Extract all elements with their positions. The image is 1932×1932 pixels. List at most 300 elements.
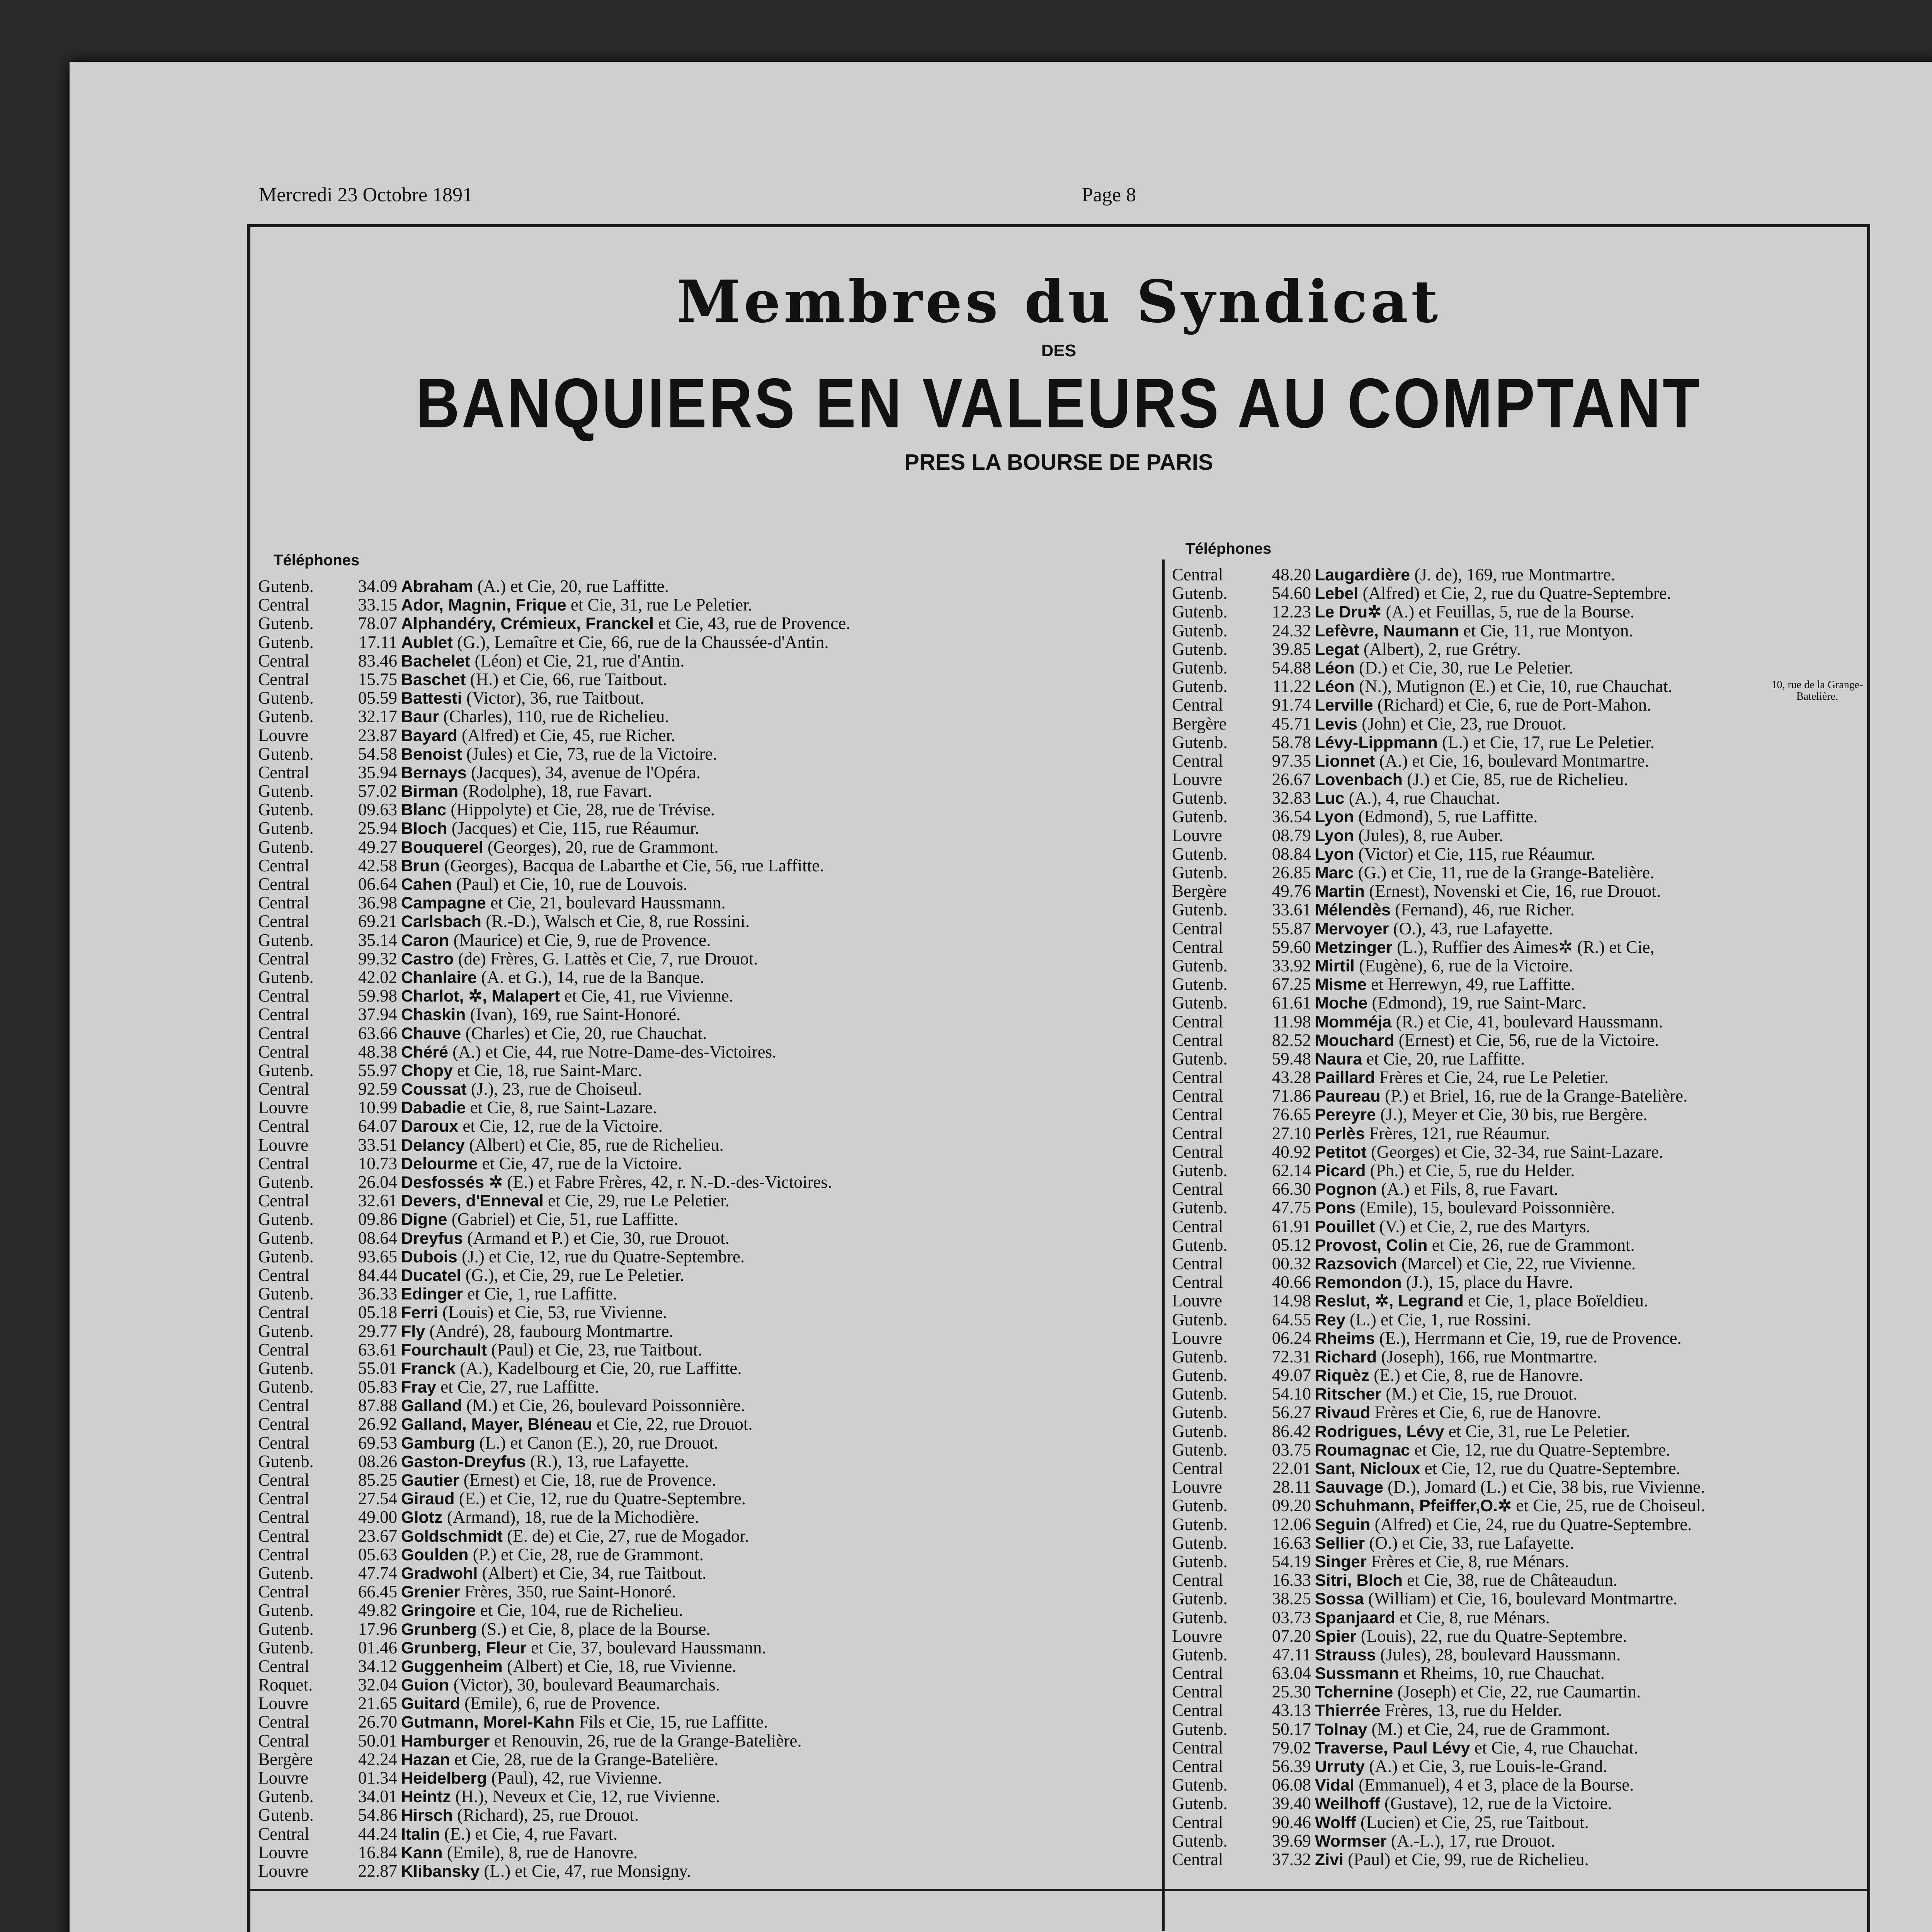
member-row [258,875,850,893]
member-row [1172,1198,1705,1217]
phone-digits: 54.58 [358,744,397,763]
member-entry [401,1601,683,1619]
phone-digits: 26.85 [1272,863,1311,882]
phone-exchange: Gutenb. [1172,1589,1228,1608]
member-entry [401,986,733,1005]
phone-digits: 56.27 [1272,1403,1311,1422]
member-entry [401,1787,720,1806]
member-name: Gamburg [401,1434,475,1452]
phone-digits: 05.63 [358,1545,397,1564]
member-row [258,800,850,819]
member-name: Delourme [401,1154,478,1173]
phone-digits: 55.87 [1272,919,1311,938]
member-name: Schuhmann, Pfeiffer,O.✲ [1315,1497,1512,1515]
member-address: (Louis) et Cie, 53, rue Vivienne. [442,1303,667,1322]
phone-exchange: Louvre [258,1769,308,1787]
phone-number [258,707,401,726]
phone-number [1172,1664,1315,1682]
phone-number [258,614,401,633]
member-address: (Joseph) et Cie, 22, rue Caumartin. [1397,1682,1641,1701]
member-entry [401,1210,678,1228]
phone-number [1172,1757,1315,1776]
member-entry [401,1396,745,1415]
phone-number [1172,919,1315,938]
member-name: Mélendès [1315,901,1391,919]
phone-digits: 42.02 [358,968,397,987]
phone-exchange: Louvre [1172,1626,1222,1645]
member-name: Levis [1315,714,1357,733]
member-entry [401,1415,753,1433]
phone-exchange: Gutenb. [1172,1552,1228,1571]
member-entry [401,1359,742,1378]
member-entry [1315,1049,1525,1068]
member-entry [401,1564,706,1582]
member-address: (Jules), 8, rue Auber. [1358,826,1503,845]
phone-exchange: Gutenb. [1172,602,1228,621]
member-address: (J.) et Cie, 85, rue de Richelieu. [1407,770,1628,789]
member-address: (Jacques), 34, avenue de l'Opéra. [471,763,701,782]
phone-digits: 09.86 [358,1210,397,1229]
member-name: Gutmann, Morel-Kahn [401,1713,575,1731]
phone-digits: 22.01 [1272,1459,1311,1478]
phone-exchange: Central [1172,1682,1223,1701]
member-name: Petitot [1315,1143,1367,1161]
member-address: (Armand et P.) et Cie, 30, rue Drouot. [467,1228,730,1247]
phone-exchange: Gutenb. [1172,844,1228,863]
phone-digits: 00.32 [1272,1254,1311,1273]
phone-exchange: Gutenb. [1172,1384,1228,1403]
member-address: (A.), Kadelbourg et Cie, 20, rue Laffitte. [460,1359,742,1378]
member-address: et Cie, 38, rue de Châteaudun. [1407,1571,1618,1590]
phone-digits: 16.84 [358,1843,397,1862]
phone-digits: 35.94 [358,763,397,782]
phone-exchange: Gutenb. [1172,1235,1228,1254]
member-entry [401,1657,736,1675]
member-address: (Charles), 110, rue de Richelieu. [443,707,669,726]
phone-digits: 92.59 [358,1080,397,1099]
phone-digits: 72.31 [1272,1347,1311,1366]
phone-exchange: Gutenb. [1172,1198,1228,1217]
phone-exchange: Gutenb. [1172,993,1228,1012]
phone-number [1172,1403,1315,1422]
member-name: Momméja [1315,1012,1392,1031]
phone-number [258,931,401,949]
phone-exchange: Central [1172,565,1223,584]
phone-digits: 33.92 [1272,956,1311,975]
member-address: (G.), Lemaître et Cie, 66, rue de la Chaussée-d'Antin. [457,633,829,651]
phone-exchange: Central [258,1024,310,1043]
member-address: (Edmond), 5, rue Laffitte. [1358,807,1538,826]
member-row [258,1173,850,1191]
phone-exchange: Central [1172,1254,1223,1273]
phone-exchange: Gutenb. [1172,639,1228,658]
member-address: et Cie, 8, rue Saint-Lazare. [470,1098,657,1117]
member-name: Edinger [401,1285,463,1303]
phone-digits: 03.73 [1272,1608,1311,1627]
member-name: Lyon [1315,826,1354,845]
phone-number [258,633,401,651]
member-name: Strauss [1315,1645,1376,1664]
member-address: (R.), 13, rue Lafayette. [530,1452,689,1471]
phone-exchange: Central [1172,919,1223,938]
phone-digits: 97.35 [1272,751,1311,770]
member-address: (Ivan), 169, rue Saint-Honoré. [470,1005,681,1024]
member-row [1172,826,1705,845]
member-name: Heidelberg [401,1769,487,1787]
member-entry [401,819,699,837]
phone-number [1172,696,1315,714]
phone-number [258,726,401,745]
member-row [258,1434,850,1452]
member-name: Mouchard [1315,1031,1395,1049]
member-address: (O.), 43, rue Lafayette. [1393,919,1553,938]
member-address: (de) Frères, G. Lattès et Cie, 7, rue Drouot. [458,949,758,968]
member-address: (G.) et Cie, 11, rue de la Grange-Batelière. [1358,863,1655,882]
phone-number [258,893,401,912]
phone-number [258,838,401,856]
phone-exchange: Gutenb. [258,614,314,633]
phone-exchange: Gutenb. [258,707,314,726]
member-row [258,1527,850,1545]
advertisement-frame [247,224,1870,1932]
phone-digits: 23.67 [358,1526,397,1545]
member-name: Galland, Mayer, Bléneau [401,1415,592,1434]
member-address: et Herrewyn, 49, rue Laffitte. [1371,975,1575,994]
phone-digits: 39.85 [1272,639,1311,658]
member-entry [401,1266,684,1284]
phone-number [1172,1236,1315,1254]
phone-number [1172,1273,1315,1291]
phone-exchange: Gutenb. [1172,1403,1228,1422]
member-entry [1315,975,1575,993]
member-name: Daroux [401,1117,459,1136]
member-name: Battesti [401,689,462,707]
phone-number [1172,1031,1315,1049]
phone-exchange: Bergère [1172,882,1227,901]
member-row [258,1657,850,1675]
member-address: (Paul) et Cie, 99, rue de Richelieu. [1348,1850,1589,1869]
member-address: (Victor), 30, boulevard Beaumarchais. [453,1675,720,1694]
member-entry [1315,1832,1555,1850]
member-entry [1315,1198,1615,1217]
member-address: Frères et Cie, 8, rue Ménars. [1371,1552,1569,1571]
member-row [258,1136,850,1154]
member-row [1172,1180,1705,1198]
phone-number [258,1191,401,1210]
phone-exchange: Gutenb. [1172,1422,1228,1440]
phone-digits: 61.61 [1272,993,1311,1012]
member-row [258,1731,850,1750]
member-name: Baschet [401,670,466,689]
member-address: (M.) et Cie, 15, rue Drouot. [1386,1384,1578,1403]
phone-exchange: Central [258,1191,310,1210]
member-address: (A.) et Cie, 44, rue Notre-Dame-des-Victoires. [452,1042,777,1061]
member-address: (R.-D.), Walsch et Cie, 8, rue Rossini. [486,912,750,931]
member-row [258,1582,850,1601]
phone-number [258,1731,401,1750]
phone-number [1172,975,1315,993]
member-address: et Cie, 20, rue Laffitte. [1366,1049,1525,1068]
member-address: et Cie, 12, rue du Quatre-Septembre. [1424,1459,1680,1478]
phone-digits: 48.38 [358,1042,397,1061]
phone-digits: 26.67 [1272,770,1311,789]
phone-digits: 28.11 [1272,1478,1311,1497]
member-row [258,1117,850,1135]
member-entry [1315,1757,1607,1776]
phone-digits: 91.74 [1272,696,1311,714]
member-name: Chéré [401,1043,448,1061]
member-row [258,1378,850,1396]
member-entry [401,1173,832,1191]
member-row [1172,1608,1705,1627]
member-address: (Louis), 22, rue du Quatre-Septembre. [1361,1626,1627,1645]
phone-digits: 27.10 [1272,1124,1311,1143]
member-name: Castro [401,949,454,968]
member-row [258,745,850,763]
member-name: Martin [1315,882,1365,901]
member-row [258,949,850,968]
member-row [258,1154,850,1173]
member-entry [401,745,717,763]
member-row [258,1564,850,1582]
member-row [1172,658,1705,677]
member-entry [1315,1366,1583,1384]
phone-exchange: Gutenb. [1172,1645,1228,1664]
member-row [1172,1701,1705,1719]
phone-number [1172,1366,1315,1384]
phone-number [258,800,401,819]
member-name: Delancy [401,1136,465,1154]
phone-digits: 54.19 [1272,1552,1311,1571]
member-entry [1315,1031,1659,1049]
phone-number [1172,1720,1315,1738]
phone-exchange: Gutenb. [1172,956,1228,975]
phone-exchange: Gutenb. [258,800,314,819]
phone-exchange: Gutenb. [1172,1794,1228,1813]
member-row [258,1825,850,1843]
member-name: Bernays [401,763,467,782]
phone-exchange: Louvre [1172,1478,1222,1497]
phone-exchange: Gutenb. [1172,1776,1228,1794]
member-name: Goldschmidt [401,1527,503,1545]
phone-number [258,1098,401,1117]
member-name: Vidal [1315,1776,1354,1794]
member-name: Glotz [401,1508,443,1527]
member-address: (Léon) et Cie, 21, rue d'Antin. [474,651,685,670]
phone-number [258,1043,401,1061]
syndicat-des: DES [1041,341,1077,360]
phone-digits: 36.33 [358,1284,397,1303]
phone-exchange: Bergère [1172,714,1227,733]
phone-number [1172,1552,1315,1571]
member-address: (John) et Cie, 23, rue Drouot. [1362,714,1567,733]
phone-exchange: Gutenb. [1172,1440,1228,1459]
member-address: (Georges) et Cie, 32-34, rue Saint-Lazare. [1371,1142,1663,1161]
phone-number [258,1750,401,1769]
phone-digits: 08.84 [1272,844,1311,863]
member-address: et Cie, 43, rue de Provence. [658,614,850,633]
member-row [258,670,850,689]
phone-digits: 33.51 [358,1135,397,1154]
member-name: Riquèz [1315,1366,1369,1385]
phone-digits: 01.46 [358,1638,397,1657]
member-address: et Cie, 11, rue Montyon. [1463,621,1633,640]
member-entry [1315,1440,1670,1459]
phone-digits: 34.12 [358,1656,397,1676]
member-address: (A.) et Cie, 3, rue Louis-le-Grand. [1369,1757,1607,1776]
phone-digits: 49.00 [358,1508,397,1527]
member-name: Tolnay [1315,1720,1367,1738]
member-entry [401,1731,802,1750]
member-entry [401,893,726,912]
phone-digits: 09.20 [1272,1496,1311,1515]
phone-exchange: Gutenb. [1172,1831,1228,1850]
member-row [1172,807,1705,826]
phone-digits: 16.63 [1272,1533,1311,1552]
member-entry [401,968,704,986]
member-name: Bloch [401,819,447,838]
phone-digits: 05.83 [358,1378,397,1396]
member-row [258,1862,850,1880]
member-name: Rey [1315,1310,1345,1329]
member-entry [1315,1403,1601,1422]
member-row [1172,1478,1705,1496]
phone-digits: 16.33 [1272,1571,1311,1590]
member-address: (Victor) et Cie, 115, rue Réaumur. [1358,844,1595,863]
member-address: (Richard) et Cie, 6, rue de Port-Mahon. [1377,696,1651,714]
member-address: (Ph.) et Cie, 5, rue du Helder. [1370,1161,1575,1180]
member-entry [401,651,684,670]
phone-exchange: Gutenb. [258,633,314,651]
phone-exchange: Central [258,1824,310,1843]
member-address: (Armand), 18, rue de la Michodière. [447,1508,699,1527]
member-entry [1315,1552,1569,1571]
page-header [259,184,1862,226]
member-row [258,782,850,800]
member-address: (A.) et Cie, 20, rue Laffitte. [477,577,669,596]
phone-number [258,1489,401,1508]
member-address: (M.) et Cie, 24, rue de Grammont. [1371,1719,1610,1738]
phone-exchange: Central [1172,1087,1223,1105]
member-address: (E.) et Cie, 4, rue Favart. [444,1824,618,1843]
phone-digits: 43.13 [1272,1701,1311,1720]
member-entry [401,1843,638,1862]
member-name: Grunberg, Fleur [401,1638,527,1657]
phone-digits: 10.73 [358,1154,397,1173]
phone-exchange: Gutenb. [258,1452,314,1471]
phone-digits: 57.02 [358,782,397,801]
member-name: Chauve [401,1024,461,1043]
member-entry [401,1806,639,1824]
phone-exchange: Central [258,875,310,894]
member-entry [1315,919,1553,938]
member-name: Rodrigues, Lévy [1315,1422,1444,1440]
member-name: Campagne [401,894,486,912]
member-row [1172,1794,1705,1813]
member-address: (Jules), 28, boulevard Haussmann. [1380,1645,1621,1664]
member-entry [1315,621,1633,640]
member-name: Gradwohl [401,1564,478,1583]
member-name: Tchernine [1315,1683,1393,1701]
member-address: (D.), Jomard (L.) et Cie, 38 bis, rue Vivienne. [1388,1478,1705,1497]
member-row [258,986,850,1005]
member-entry [401,1713,768,1731]
member-entry [1315,640,1521,658]
member-entry [1315,807,1537,826]
member-name: Hamburger [401,1731,490,1750]
member-name: Marc [1315,864,1354,882]
issue-date: Mercredi 23 Octobre 1891 [259,184,473,206]
phone-exchange: Central [258,1005,310,1024]
member-entry [401,1154,682,1173]
member-entry [1315,1124,1550,1143]
member-row [1172,1832,1705,1850]
phone-digits: 32.04 [358,1675,397,1694]
member-row [1172,1384,1705,1403]
member-name: Lyon [1315,845,1354,863]
member-address: (D.) et Cie, 30, rue Le Peletier. [1359,658,1573,677]
member-entry [401,1675,720,1694]
phone-exchange: Central [1172,696,1223,714]
member-entry [1315,845,1595,863]
member-name: Ducatel [401,1266,461,1285]
phone-number [1172,1124,1315,1143]
member-address: Frères, 13, rue du Helder. [1384,1701,1562,1720]
phone-digits: 08.26 [358,1452,397,1471]
member-name: Fourchault [401,1340,487,1359]
member-address: (Victor), 36, rue Taitbout. [466,689,645,707]
member-row [258,1396,850,1415]
member-row [1172,1534,1705,1552]
phone-exchange: Louvre [1172,1291,1222,1310]
member-row [258,1601,850,1619]
phone-number [258,595,401,614]
member-name: Caron [401,931,449,949]
member-entry [1315,1664,1605,1682]
phone-digits: 32.17 [358,707,397,726]
member-name: Traverse, Paul Lévy [1315,1738,1470,1757]
phone-number [258,1582,401,1601]
phone-number [258,1471,401,1489]
phone-exchange: Central [258,986,310,1005]
phone-digits: 09.63 [358,800,397,819]
member-row [1172,696,1705,714]
phone-exchange: Central [258,1042,310,1061]
phone-digits: 66.30 [1272,1180,1311,1199]
newspaper-page [70,62,1932,1932]
phone-digits: 27.54 [358,1489,397,1508]
member-row [258,1508,850,1526]
member-name: Le Dru✲ [1315,603,1382,621]
phone-exchange: Central [1172,1813,1223,1832]
member-row [1172,1012,1705,1031]
member-name: Zivi [1315,1850,1344,1869]
member-row [258,614,850,633]
phone-number [258,1229,401,1247]
member-row [1172,733,1705,752]
member-row [258,1061,850,1080]
phone-number [258,1154,401,1173]
member-name: Gringoire [401,1601,476,1620]
phone-exchange: Central [1172,1105,1223,1124]
phone-number [1172,733,1315,752]
member-address: et Cie, 4, rue Chauchat. [1474,1738,1638,1757]
member-entry [401,1582,676,1601]
member-entry [1315,1627,1627,1645]
member-name: Reslut, ✲, Legrand [1315,1292,1464,1310]
phone-digits: 59.60 [1272,937,1311,956]
member-entry [1315,1571,1617,1589]
